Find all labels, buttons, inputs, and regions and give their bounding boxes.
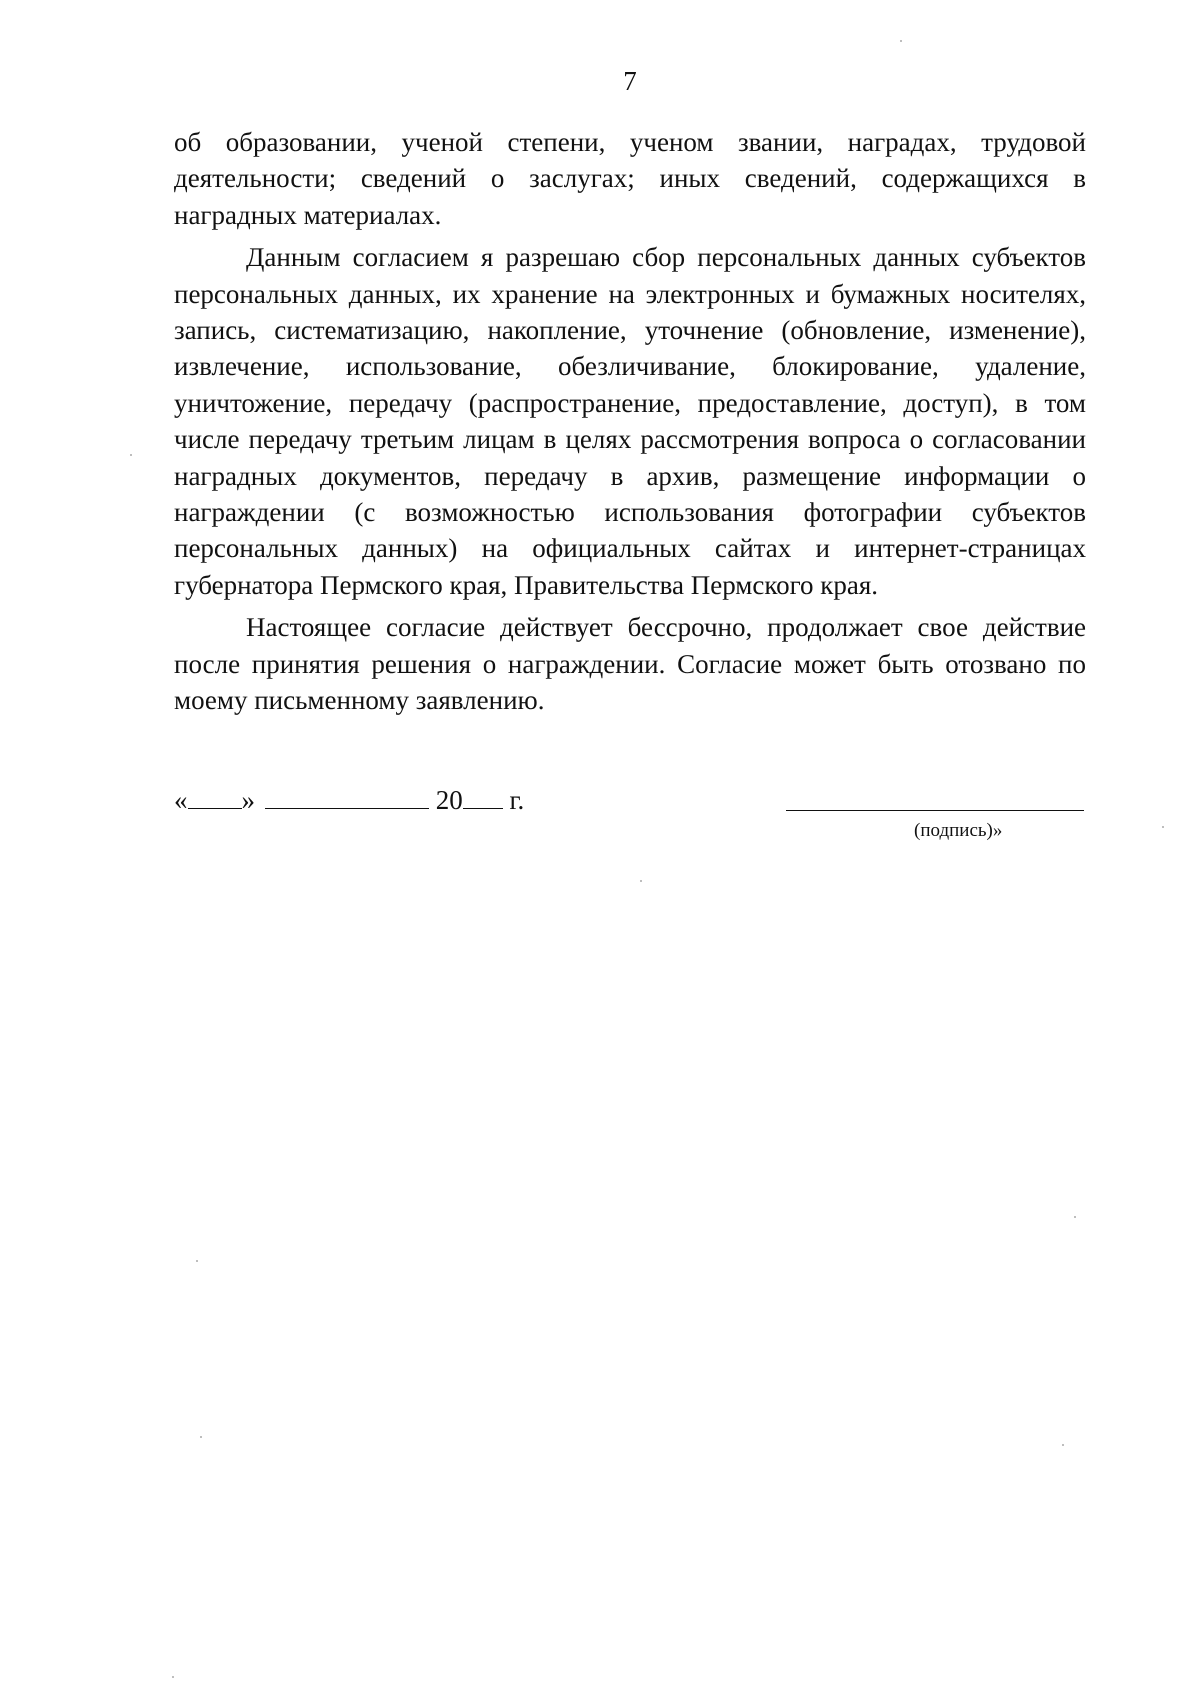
scan-speck (1162, 826, 1164, 828)
date-open-quote: « (174, 785, 188, 815)
scan-speck (172, 1676, 174, 1678)
paragraph-consent-duration: Настоящее согласие действует бессрочно, продолжает свое действие после принятия решения о награждении. Согласие может быть отозвано по моему письменному заявлению. (174, 612, 1086, 716)
date-close-quote: » (241, 785, 255, 815)
signature-line (786, 810, 1084, 811)
scan-speck (640, 880, 642, 882)
signature-caption: (подпись)» (914, 820, 1003, 841)
scan-speck (130, 454, 132, 456)
paragraph-continuation: об образовании, ученой степени, ученом звании, наградах, трудовой деятельности; сведений о заслугах; иных сведений, содержащихся в наградных материалах. (174, 127, 1086, 230)
scan-speck (200, 1436, 202, 1438)
date-month-blank (265, 782, 429, 809)
date-line (174, 782, 524, 816)
paragraph-consent-scope: Данным согласием я разрешаю сбор персональных данных субъектов персональных данных, их хранение на электронных и бумажных носителях, запись, систематизацию, накопление, уточнение (обновление, изменение), извлечение, использование, обезличивание, блокирование, удаление, уничтожение, передачу (распространение, предоставление, доступ), в том числе передачу третьим лицам в целях рассмотрения вопроса о согласовании наградных документов, передачу в архив, размещение информации о награждении (с возможностью использования фотографии субъектов персональных данных) на официальных сайтах и интернет-страницах губернатора Пермского края, Правительства Пермского края. (174, 242, 1086, 600)
date-day-blank (188, 782, 242, 809)
date-year-prefix: 20 (435, 785, 463, 815)
scan-speck (900, 40, 902, 42)
scan-speck (1074, 1216, 1076, 1218)
date-year-suffix: г. (509, 785, 525, 815)
page-number: 7 (623, 66, 637, 96)
date-year-blank (463, 782, 503, 809)
scan-speck (1062, 1444, 1064, 1446)
scan-speck (196, 1260, 198, 1262)
document-body (174, 124, 1086, 719)
